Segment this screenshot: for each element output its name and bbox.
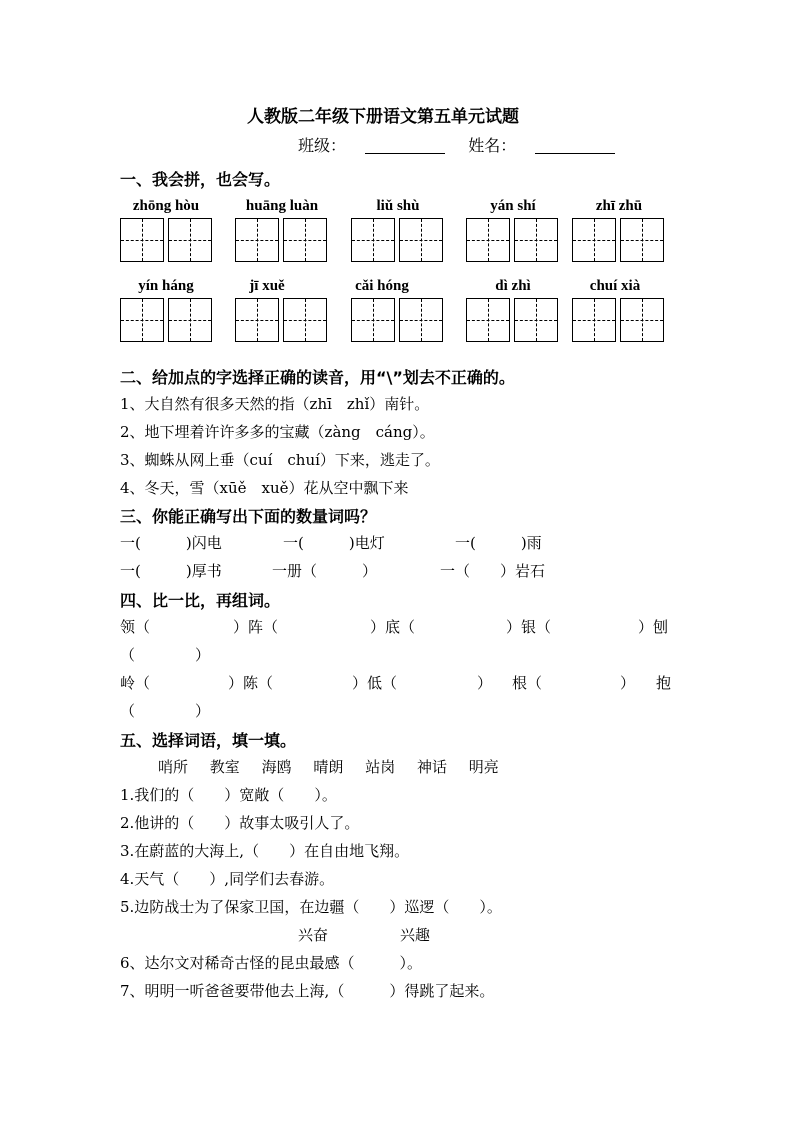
question-line: 4、冬天，雪（xūě xuě）花从空中飘下来 (120, 479, 409, 497)
compare-item: ）刨 (638, 618, 669, 636)
compare-item: ）低（ (352, 674, 398, 692)
section1-heading: 一、我会拼，也会写。 (120, 170, 281, 189)
word-bank-item: 神话 (416, 758, 447, 776)
compare-item: ）阵（ (233, 618, 279, 636)
section2-heading: 二、给加点的字选择正确的读音，用“\”划去不正确的。 (120, 368, 515, 387)
word-bank-item: 兴趣 (400, 926, 431, 944)
name-label: 姓名： (468, 136, 517, 155)
compare-item: 领（ (120, 618, 151, 636)
fill-in-item: 5.边防战士为了保家卫国，在边疆（ ）巡逻（ ）。 (120, 898, 502, 916)
word-bank (158, 756, 516, 777)
fill-in-item: 4.天气（ ）,同学们去春游。 (120, 870, 335, 888)
word-bank-item: 晴朗 (313, 758, 344, 776)
fill-in-item: 1.我们的（ ）宽敞（ ）。 (120, 786, 337, 804)
pinyin: zhī zhū (595, 198, 643, 214)
writing-box[interactable] (120, 298, 164, 342)
measure-word-item: 一册（ ） (272, 562, 378, 580)
pinyin: chuí xià (589, 278, 641, 294)
compare-item: ）陈（ (228, 674, 274, 692)
pinyin: cǎi hóng (355, 278, 409, 294)
word-bank-item: 海鸥 (261, 758, 292, 776)
writing-box[interactable] (466, 218, 510, 262)
section4-heading: 四、比一比，再组词。 (120, 591, 281, 610)
fill-in-item: 2.他讲的（ ）故事太吸引人了。 (120, 814, 360, 832)
measure-word-item: 一( )雨 (455, 534, 542, 552)
name-blank[interactable] (535, 137, 615, 154)
writing-box[interactable] (168, 298, 212, 342)
section5-heading: 五、选择词语，填一填。 (120, 731, 297, 750)
word-bank-item: 明亮 (468, 758, 499, 776)
word-bank-item: 哨所 (158, 758, 189, 776)
question-line: 1、大自然有很多天然的指（zhī zhǐ）南针。 (120, 395, 430, 413)
fill-in-item: 7、明明一听爸爸要带他去上海,（ ）得跳了起来。 (120, 982, 495, 1000)
writing-box[interactable] (235, 298, 279, 342)
compare-item: ）银（ (506, 618, 552, 636)
compare-item: 抱 (656, 674, 672, 692)
measure-word-item: 一（ ）岩石 (440, 562, 546, 580)
writing-box[interactable] (620, 298, 664, 342)
writing-box[interactable] (399, 298, 443, 342)
class-blank[interactable] (365, 137, 445, 154)
writing-box[interactable] (572, 218, 616, 262)
measure-word-item: 一( )闪电 (120, 534, 222, 552)
fill-in-item: 6、达尔文对稀奇古怪的昆虫最感（ ）。 (120, 954, 423, 972)
word-bank-item: 兴奋 (298, 926, 329, 944)
section3-heading: 三、你能正确写出下面的数量词吗？ (120, 507, 377, 526)
measure-word-item: 一( )电灯 (283, 534, 385, 552)
writing-box[interactable] (466, 298, 510, 342)
pinyin: yín háng (138, 278, 194, 294)
compare-item: ） (477, 674, 493, 692)
writing-box[interactable] (120, 218, 164, 262)
pinyin: liǔ shù (376, 198, 420, 214)
compare-item: 岭（ (120, 674, 151, 692)
class-field (298, 133, 615, 156)
writing-box[interactable] (572, 298, 616, 342)
writing-box[interactable] (283, 218, 327, 262)
writing-box[interactable] (283, 298, 327, 342)
pinyin: jī xuě (249, 278, 285, 294)
word-bank-item: 教室 (209, 758, 240, 776)
pinyin: yán shí (490, 198, 536, 214)
word-bank-item: 站岗 (365, 758, 396, 776)
pinyin: zhōng hòu (132, 198, 200, 214)
compare-item: ）底（ (370, 618, 416, 636)
writing-box[interactable] (514, 218, 558, 262)
compare-item-cont: （ ） (120, 646, 211, 664)
pinyin: dì zhì (495, 278, 531, 294)
writing-box[interactable] (620, 218, 664, 262)
measure-word-item: 一( )厚书 (120, 562, 222, 580)
writing-box[interactable] (235, 218, 279, 262)
writing-box[interactable] (399, 218, 443, 262)
class-label: 班级： (298, 136, 347, 155)
writing-box[interactable] (351, 298, 395, 342)
fill-in-item: 3.在蔚蓝的大海上,（ ）在自由地飞翔。 (120, 842, 410, 860)
writing-box[interactable] (514, 298, 558, 342)
writing-box[interactable] (351, 218, 395, 262)
question-line: 3、蜘蛛从网上垂（cuí chuí）下来，逃走了。 (120, 451, 440, 469)
compare-item: 根（ (512, 674, 543, 692)
writing-box[interactable] (168, 218, 212, 262)
pinyin: huāng luàn (245, 198, 319, 214)
question-line: 2、地下埋着许许多多的宝藏（zàng cáng）。 (120, 423, 435, 441)
compare-item: ） (620, 674, 636, 692)
compare-item-cont: （ ） (120, 702, 211, 720)
page-title: 人教版二年级下册语文第五单元试题 (247, 107, 519, 127)
